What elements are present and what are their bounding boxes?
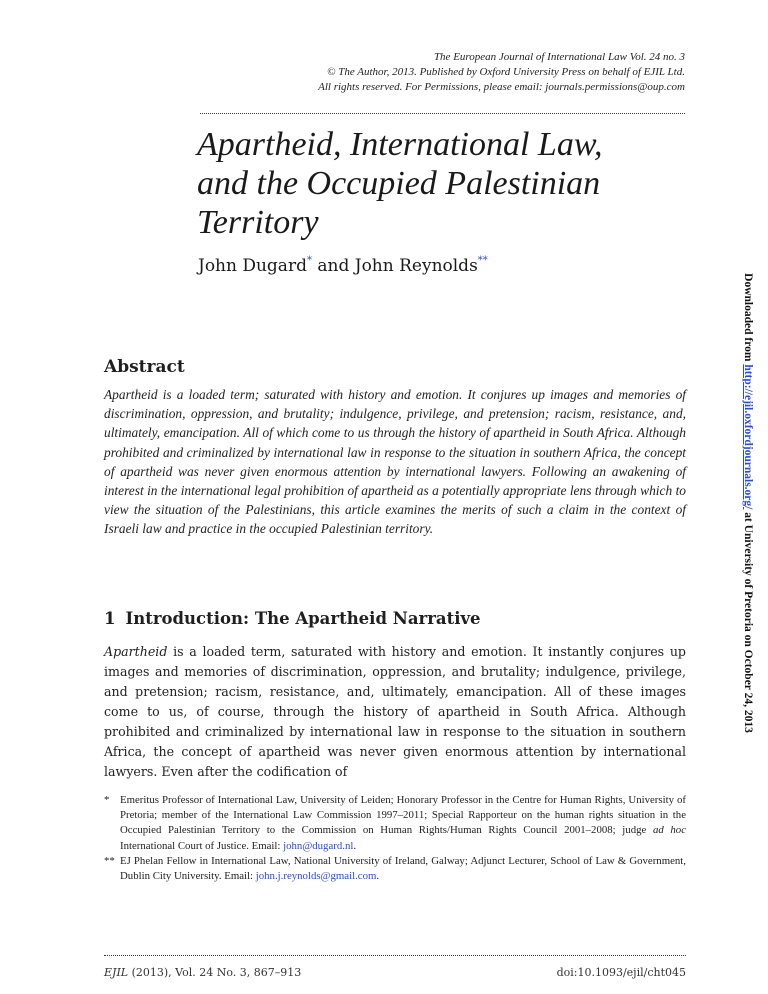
footnote-2-text: EJ Phelan Fellow in International Law, National University of Ireland, Galway; Adjunct Lecturer, School of Law & Government, Dublin City University. Email: [120,854,686,883]
journal-header [200,50,685,95]
body-text: is a loaded term, saturated with history and emotion. It instantly conjures up images and memories of discrimination, oppression, and brutality; indulgence, privilege, and pretension; racism, resistance, and, ultimately, emancipation. All of these images come to us, of course, through the history of apartheid in South Africa. Although prohibited and criminalized by international law in response to the situation in southern Africa, the concept of apartheid was never given enormous attention by international lawyers. Even after the codification of [104,644,686,779]
author-2-footnote-mark[interactable]: ** [477,255,488,266]
body-lead-word: Apartheid [104,644,168,659]
footnote-1 [104,793,686,854]
footnote-1-text-after: International Court of Justice. Email: [120,839,284,852]
section-heading [104,609,481,628]
title-line-1: Apartheid, International Law, [197,126,603,163]
section-number: 1 [104,609,116,628]
footer-doi[interactable]: doi:10.1093/ejil/cht045 [556,966,686,979]
section-title: Introduction: The Apartheid Narrative [125,609,481,628]
abstract-heading: Abstract [104,357,185,377]
watermark-prefix: Downloaded from [742,273,754,365]
footnote-1-text: Emeritus Professor of International Law, University of Leiden; Honorary Professor in the Centre for Human Rights, University of Pretoria; member of the International Law Commission 1997–2011; Special Rapporteur on the human rights situation in the Occupied Palestinian Territory to the Commission on Human Rights/Human Rights Council 2001–2008; judge [120,794,686,837]
footnote-2-email-link[interactable]: john.j.reynolds@gmail.com [255,870,377,883]
footnotes [104,793,686,884]
footer-citation-rest: (2013), Vol. 24 No. 3, 867–913 [128,966,302,979]
body-paragraph [104,642,686,782]
footnote-1-mark: * [104,794,110,806]
footnote-1-end: . [353,839,357,852]
footnote-2 [104,854,686,884]
footnote-1-italic: ad hoc [652,824,686,837]
watermark-suffix: at University of Pretoria on October 24, 2013 [742,509,754,733]
article-title [197,125,687,242]
title-line-2: and the Occupied Palestinian [197,165,601,202]
author-line [198,255,488,276]
footer-citation [104,966,301,979]
download-watermark-text [742,273,754,733]
footer-divider [104,955,686,956]
author-1: John Dugard [198,256,307,276]
watermark-url-link[interactable]: http://ejil.oxfordjournals.org/ [742,364,754,510]
author-conjunction: and [317,256,350,276]
author-1-footnote-mark[interactable]: * [306,255,312,266]
abstract-text: Apartheid is a loaded term; saturated with history and emotion. It conjures up images and memories of discrimination, oppression, and brutality; indulgence, privilege, and pretension; racism, resistance, and, ultimately, emancipation. All of which come to us through the history of apartheid in South Africa. Although prohibited and criminalized by international law in response to the situation in southern Africa, the concept of apartheid was never given enormous attention by international lawyers. Following an awakening of interest in the international legal prohibition of apartheid as a potentially appropriate lens through which to view the situation of the Palestinians, this article examines the merits of such a claim in the context of Israeli law and practice in the occupied Palestinian territory. [104,387,686,537]
header-line-2: © The Author, 2013. Published by Oxford University Press on behalf of EJIL Ltd. [327,66,685,78]
title-line-3: Territory [197,204,319,241]
footer-journal: EJIL [104,966,129,979]
author-2: John Reynolds [354,256,478,276]
footnote-2-mark: ** [104,854,115,867]
header-line-3: All rights reserved. For Permissions, please email: journals.permissions@oup.com [318,81,685,93]
header-line-1: The European Journal of International Law Vol. 24 no. 3 [433,51,685,63]
header-divider [200,113,685,114]
footnote-2-end: . [376,870,380,883]
footnote-1-email-link[interactable]: john@dugard.nl [283,839,354,852]
